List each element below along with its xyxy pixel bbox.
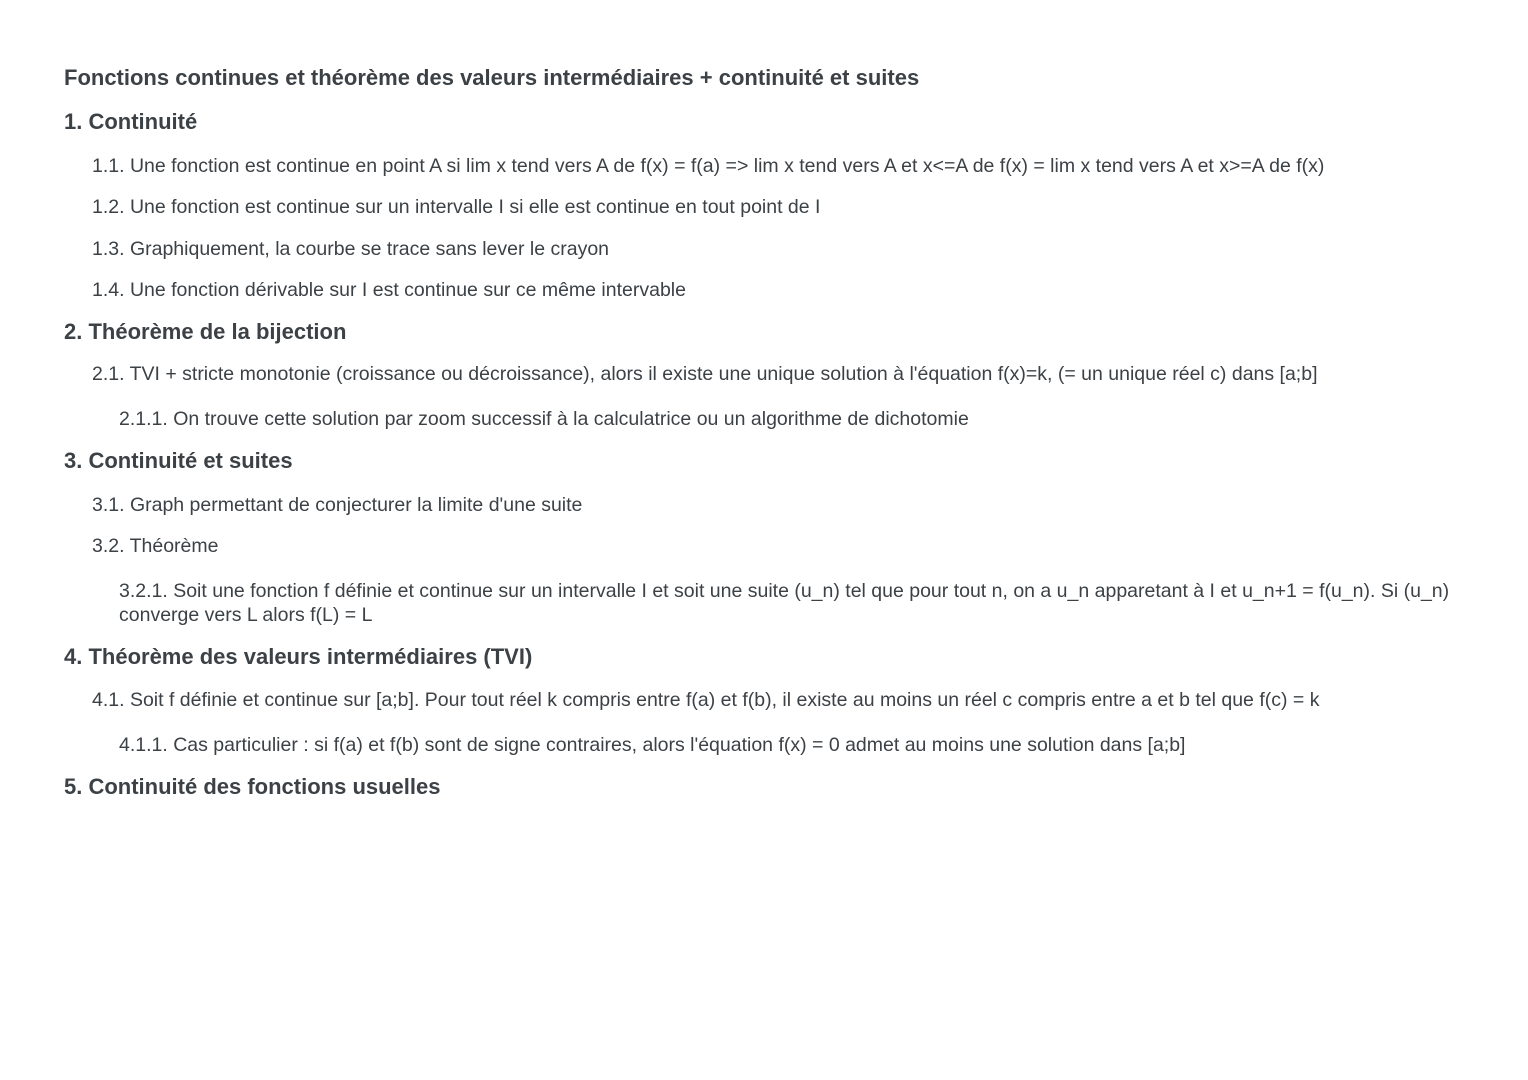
item-1-3: 1.3. Graphiquement, la courbe se trace sans lever le crayon xyxy=(92,238,610,260)
section-heading-fonctions-usuelles: 5. Continuité des fonctions usuelles xyxy=(64,774,441,799)
item-2-1: 2.1. TVI + stricte monotonie (croissance ou décroissance), alors il existe une unique solution à l'équation f(x)=k, (= un unique réel c) dans [a;b] xyxy=(92,363,1318,385)
item-3-1: 3.1. Graph permettant de conjecturer la limite d'une suite xyxy=(92,494,583,516)
item-3-2-1: 3.2.1. Soit une fonction f définie et continue sur un intervalle I et soit une suite (u_n) tel que pour tout n, on a u_n apparetant à I et u_n+1 = f(u_n). Si (u_n) converge vers L alors f(L) = L xyxy=(119,580,1450,626)
section-heading-tvi: 4. Théorème des valeurs intermédiaires (TVI) xyxy=(64,644,533,669)
section-heading-continuite-suites: 3. Continuité et suites xyxy=(64,448,293,473)
item-4-1-1: 4.1.1. Cas particulier : si f(a) et f(b) sont de signe contraires, alors l'équation f(x) = 0 admet au moins une solution dans [a;b] xyxy=(119,734,1186,756)
item-1-2: 1.2. Une fonction est continue sur un intervalle I si elle est continue en tout point de I xyxy=(92,196,821,218)
item-1-1: 1.1. Une fonction est continue en point A si lim x tend vers A de f(x) = f(a) => lim x tend vers A et x<=A de f(x) = lim x tend vers A et x>=A de f(x) xyxy=(92,155,1325,177)
item-3-2: 3.2. Théorème xyxy=(92,535,219,557)
item-4-1: 4.1. Soit f définie et continue sur [a;b]. Pour tout réel k compris entre f(a) et f(b), il existe au moins un réel c compris entre a et b tel que f(c) = k xyxy=(92,689,1320,711)
section-heading-bijection: 2. Théorème de la bijection xyxy=(64,319,347,344)
document-title: Fonctions continues et théorème des valeurs intermédiaires + continuité et suites xyxy=(64,65,920,90)
item-1-4: 1.4. Une fonction dérivable sur I est continue sur ce même intervable xyxy=(92,279,686,301)
section-heading-continuite: 1. Continuité xyxy=(64,109,198,134)
item-2-1-1: 2.1.1. On trouve cette solution par zoom successif à la calculatrice ou un algorithme de dichotomie xyxy=(119,408,969,430)
